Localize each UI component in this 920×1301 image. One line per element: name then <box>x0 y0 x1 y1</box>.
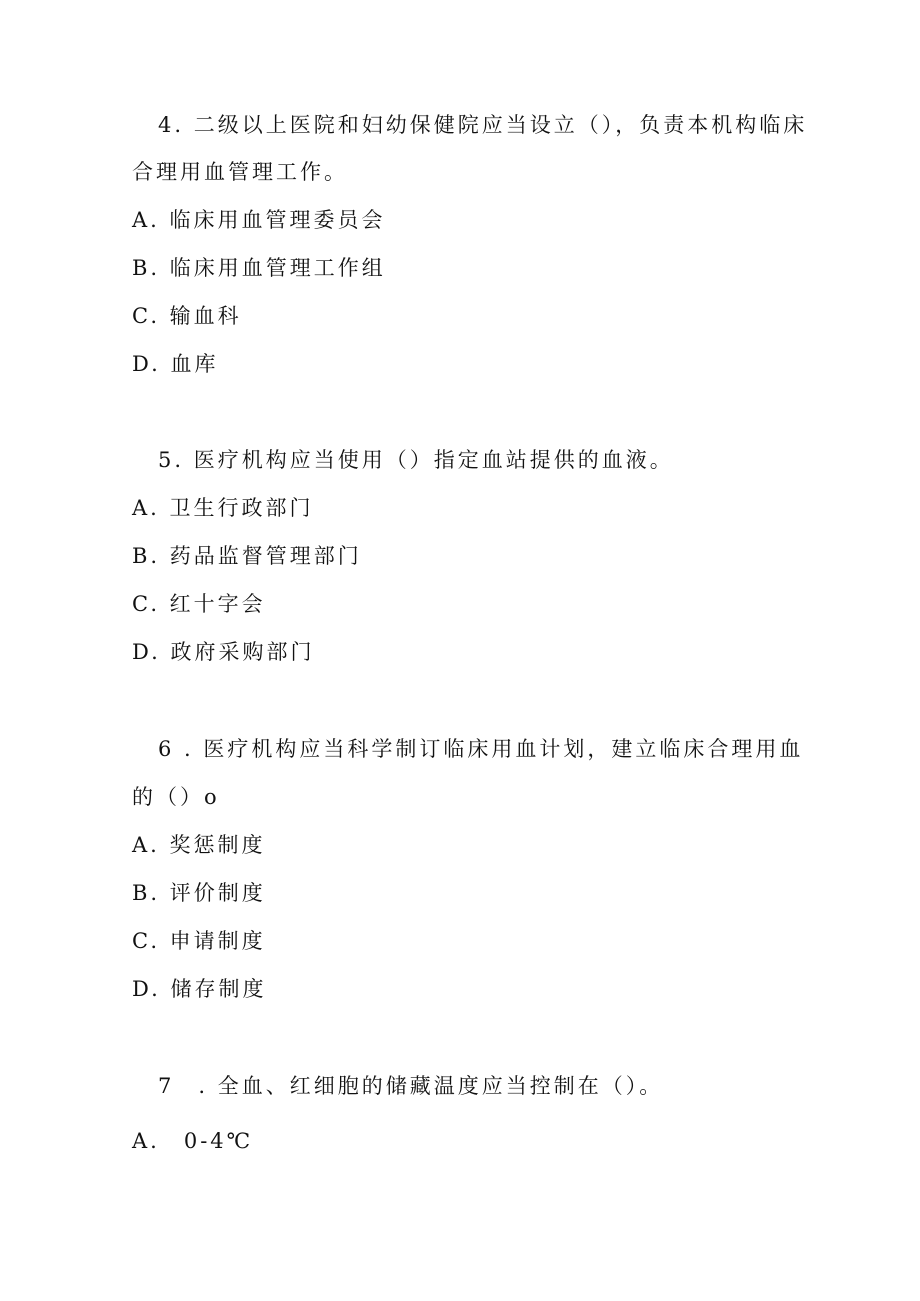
question-4-option-c: C. 输血科 <box>132 304 242 328</box>
question-6-stem-line-1: 6 . 医疗机构应当科学制订临床用血计划，建立临床合理用血 <box>158 737 804 761</box>
question-5-option-d: D. 政府采购部门 <box>132 640 315 664</box>
question-5-option-c: C. 红十字会 <box>132 592 266 616</box>
question-5-stem-line-1: 5. 医疗机构应当使用（）指定血站提供的血液。 <box>158 448 674 472</box>
question-4-stem-line-2: 合理用血管理工作。 <box>132 160 348 184</box>
question-7-option-a: A. 0-4℃ <box>132 1129 254 1153</box>
question-4-option-d: D. 血库 <box>132 352 219 376</box>
question-7-stem-line-1: 7 . 全血、红细胞的储藏温度应当控制在（）。 <box>158 1074 664 1098</box>
question-5-option-b: B. 药品监督管理部门 <box>132 544 362 568</box>
question-6-option-a: A. 奖惩制度 <box>132 833 266 857</box>
question-4-option-b: B. 临床用血管理工作组 <box>132 256 386 280</box>
question-6-option-d: D. 储存制度 <box>132 977 267 1001</box>
question-6-option-b: B. 评价制度 <box>132 881 266 905</box>
question-4-stem-line-1: 4. 二级以上医院和妇幼保健院应当设立（），负责本机构临床 <box>158 113 808 137</box>
question-5-option-a: A. 卫生行政部门 <box>132 496 314 520</box>
question-6-option-c: C. 申请制度 <box>132 929 266 953</box>
question-6-stem-line-2: 的（）o <box>132 785 220 809</box>
question-4-option-a: A. 临床用血管理委员会 <box>132 208 386 232</box>
